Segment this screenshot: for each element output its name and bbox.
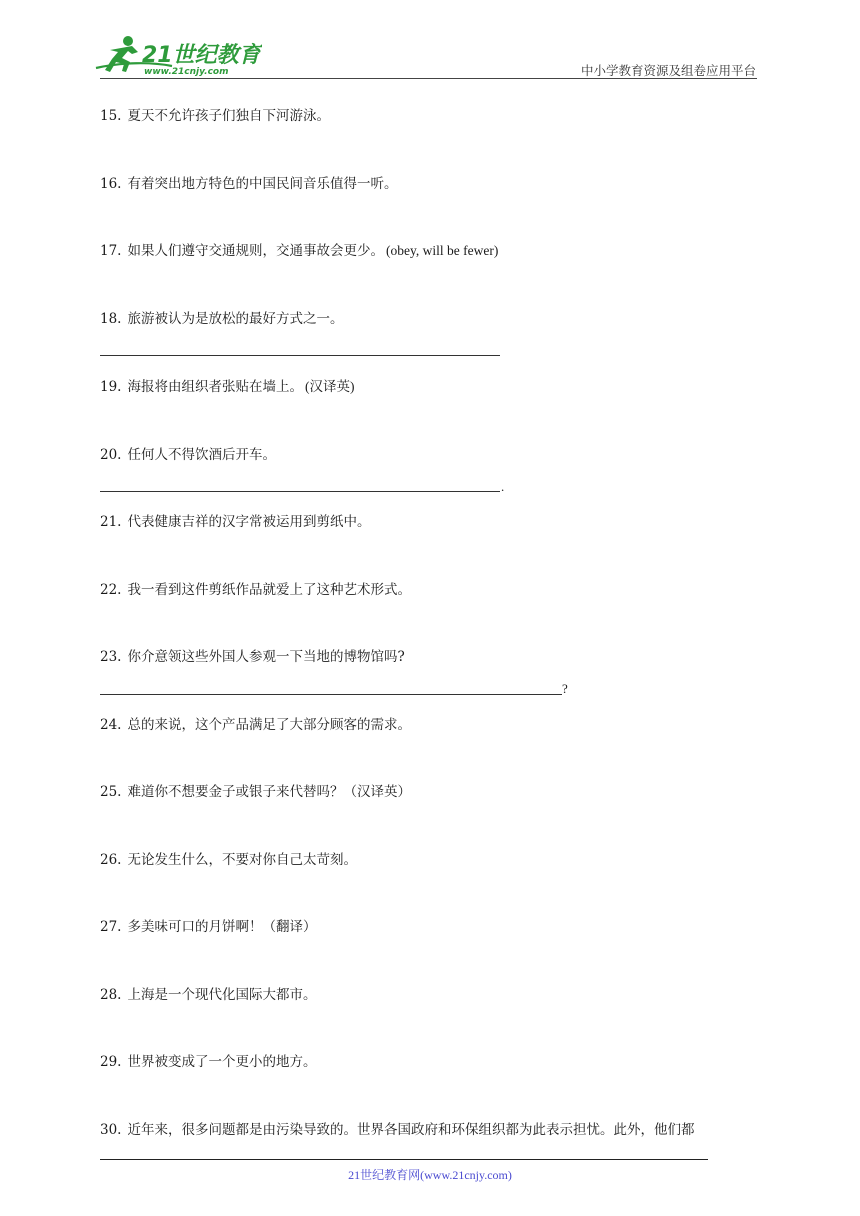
answer-line-18[interactable] bbox=[100, 355, 500, 356]
answer-line-23-end: ? bbox=[562, 681, 568, 696]
header-divider bbox=[100, 78, 757, 79]
question-19: 19. 海报将由组织者张贴在墙上。 (汉译英) bbox=[100, 379, 355, 395]
question-18: 18. 旅游被认为是放松的最好方式之一。 bbox=[100, 311, 344, 327]
question-17: 17. 如果人们遵守交通规则，交通事故会更少。 (obey, will be fewer) bbox=[100, 243, 499, 259]
question-29: 29. 世界被变成了一个更小的地方。 bbox=[100, 1054, 317, 1070]
page-header bbox=[0, 0, 860, 80]
site-logo bbox=[92, 32, 262, 78]
question-30: 30. 近年来，很多问题都是由污染导致的。世界各国政府和环保组织都为此表示担忧。此外，他们都 bbox=[100, 1122, 695, 1138]
question-21: 21. 代表健康吉祥的汉字常被运用到剪纸中。 bbox=[100, 514, 371, 530]
question-20: 20. 任何人不得饮酒后开车。 bbox=[100, 447, 276, 463]
question-26: 26. 无论发生什么，不要对你自己太苛刻。 bbox=[100, 852, 357, 868]
question-16: 16. 有着突出地方特色的中国民间音乐值得一听。 bbox=[100, 176, 398, 192]
footer-divider bbox=[100, 1159, 708, 1160]
question-27: 27. 多美味可口的月饼啊！（翻译） bbox=[100, 919, 317, 935]
answer-line-23[interactable] bbox=[100, 694, 562, 695]
question-23: 23. 你介意领这些外国人参观一下当地的博物馆吗? bbox=[100, 649, 405, 665]
svg-text:www.21cnjy.com: www.21cnjy.com bbox=[144, 67, 229, 77]
question-24: 24. 总的来说，这个产品满足了大部分顾客的需求。 bbox=[100, 717, 411, 733]
answer-line-20-end: . bbox=[501, 479, 505, 494]
footer-link[interactable]: 21世纪教育网(www.21cnjy.com) bbox=[348, 1168, 512, 1182]
answer-line-20[interactable] bbox=[100, 491, 500, 492]
question-25: 25. 难道你不想要金子或银子来代替吗？（汉译英） bbox=[100, 784, 411, 800]
platform-name: 中小学教育资源及组卷应用平台 bbox=[580, 63, 756, 78]
question-28: 28. 上海是一个现代化国际大都市。 bbox=[100, 987, 317, 1003]
svg-text:21世纪教育: 21世纪教育 bbox=[142, 43, 261, 68]
question-15: 15. 夏天不允许孩子们独自下河游泳。 bbox=[100, 108, 330, 124]
question-22: 22. 我一看到这件剪纸作品就爱上了这种艺术形式。 bbox=[100, 582, 411, 598]
